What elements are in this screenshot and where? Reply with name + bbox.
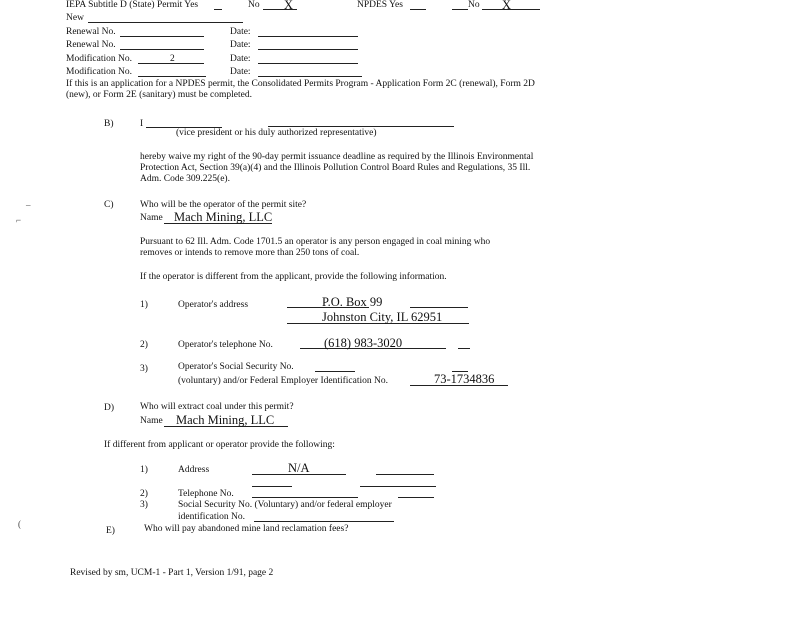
modification-1-date-blank[interactable] xyxy=(258,63,358,64)
modification-2-label: Modification No. xyxy=(66,67,132,77)
page-footer: Revised by sm, UCM-1 - Part 1, Version 1/91, page 2 xyxy=(70,568,274,578)
section-d-question: Who will extract coal under this permit? xyxy=(140,402,294,412)
section-b-title-blank[interactable] xyxy=(268,126,454,127)
extractor-telephone-label: Telephone No. xyxy=(178,489,234,499)
extractor-telephone-blank[interactable] xyxy=(252,497,358,498)
operator-telephone-value: (618) 983-3020 xyxy=(324,336,403,350)
operator-ssn-blank[interactable] xyxy=(315,371,355,372)
section-c-letter: C) xyxy=(104,200,114,210)
modification-1-value: 2 xyxy=(170,54,175,64)
section-e-letter: E) xyxy=(106,526,115,536)
npdes-note: If this is an application for a NPDES permit, the Consolidated Permits Program - Application Form 2C (renewal), Form 2D (new), or Form 2E (sanitary) must be completed. xyxy=(66,79,535,100)
section-b-letter: B) xyxy=(104,119,114,129)
section-d-item-3-number: 3) xyxy=(140,500,148,510)
section-b-caption: (vice president or his duly authorized representative) xyxy=(176,128,377,138)
section-d-name-label: Name xyxy=(140,416,163,426)
extractor-fein-label: identification No. xyxy=(178,512,246,522)
section-c-item-2-number: 2) xyxy=(140,340,148,350)
section-c-name-label: Name xyxy=(140,213,163,223)
scan-speck: ( xyxy=(18,519,21,529)
operator-address-line-1: P.O. Box 99 xyxy=(322,295,383,309)
extractor-address-line-2-blank[interactable] xyxy=(252,486,292,487)
npdes-pre-no-blank xyxy=(452,9,468,10)
section-b-i-label: I xyxy=(140,119,144,129)
operator-ssn-label: Operator's Social Security No. xyxy=(178,362,294,372)
iepa-permit-label: IEPA Subtitle D (State) Permit Yes xyxy=(66,0,199,10)
renewal-2-label: Renewal No. xyxy=(66,40,116,50)
operator-telephone-extra-blank xyxy=(458,348,470,349)
npdes-no-mark: X xyxy=(502,0,512,12)
operator-address-line-1-extra-blank[interactable] xyxy=(410,307,468,308)
extractor-address-line-2-extra-blank[interactable] xyxy=(360,486,436,487)
section-c-operator-name: Mach Mining, LLC xyxy=(174,210,273,224)
renewal-2-date-label: Date: xyxy=(230,40,251,50)
npdes-no-label: No xyxy=(468,0,480,10)
operator-telephone-label: Operator's telephone No. xyxy=(178,340,273,350)
scan-speck: ⌐ xyxy=(16,215,22,225)
section-b-waiver-text: hereby waive my right of the 90-day permit issuance deadline as required by the Illinois Environmental Protection Act, Section 39(a)(4) and the Illinois Pollution Control Board Rules and Regulations, 35 Ill. Adm. Code 309.225(e). xyxy=(140,152,534,184)
section-c-item-3-number: 3) xyxy=(140,364,148,374)
modification-2-date-blank[interactable] xyxy=(258,76,362,77)
npdes-label: NPDES Yes xyxy=(357,0,403,10)
operator-fein-label: (voluntary) and/or Federal Employer Identification No. xyxy=(178,376,388,386)
section-e-question: Who will pay abandoned mine land reclamation fees? xyxy=(144,524,349,534)
section-c-question: Who will be the operator of the permit site? xyxy=(140,200,307,210)
section-d-item-1-number: 1) xyxy=(140,465,148,475)
renewal-1-blank[interactable] xyxy=(120,36,204,37)
operator-address-label: Operator's address xyxy=(178,300,249,310)
extractor-telephone-extra-blank[interactable] xyxy=(398,497,434,498)
npdes-yes-blank[interactable] xyxy=(410,9,426,10)
section-d-if-different-text: If different from applicant or operator provide the following: xyxy=(104,440,335,450)
section-d-letter: D) xyxy=(104,403,115,413)
renewal-1-label: Renewal No. xyxy=(66,27,116,37)
section-c-pursuant-text: Pursuant to 62 Ill. Adm. Code 1701.5 an operator is any person engaged in coal mining who removes or intends to remove more than 250 tons of coal. xyxy=(140,237,491,258)
renewal-2-date-blank[interactable] xyxy=(258,49,358,50)
iepa-no-mark: X xyxy=(284,0,294,12)
extractor-address-label: Address xyxy=(178,465,210,475)
extractor-address-line-1-extra-blank[interactable] xyxy=(376,474,434,475)
extractor-ssn-label: Social Security No. (Voluntary) and/or federal employer xyxy=(178,500,392,510)
scan-speck: – xyxy=(26,200,31,210)
renewal-1-date-blank[interactable] xyxy=(258,36,358,37)
section-d-item-2-number: 2) xyxy=(140,489,148,499)
new-label: New xyxy=(66,13,84,23)
modification-2-blank[interactable] xyxy=(138,76,206,77)
new-blank[interactable] xyxy=(88,22,243,23)
modification-1-date-label: Date: xyxy=(230,54,251,64)
extractor-address-value: N/A xyxy=(288,461,310,475)
extractor-fein-blank[interactable] xyxy=(254,521,394,522)
section-c-item-1-number: 1) xyxy=(140,300,148,310)
modification-1-label: Modification No. xyxy=(66,54,132,64)
operator-address-line-2: Johnston City, IL 62951 xyxy=(322,310,443,324)
iepa-no-label: No xyxy=(248,0,260,10)
iepa-yes-blank[interactable] xyxy=(214,9,222,10)
renewal-2-blank[interactable] xyxy=(120,49,204,50)
operator-fein-value: 73-1734836 xyxy=(434,372,495,386)
section-d-extractor-name: Mach Mining, LLC xyxy=(176,413,275,427)
modification-2-date-label: Date: xyxy=(230,67,251,77)
renewal-1-date-label: Date: xyxy=(230,27,251,37)
section-c-if-different-text: If the operator is different from the applicant, provide the following information. xyxy=(140,272,447,282)
